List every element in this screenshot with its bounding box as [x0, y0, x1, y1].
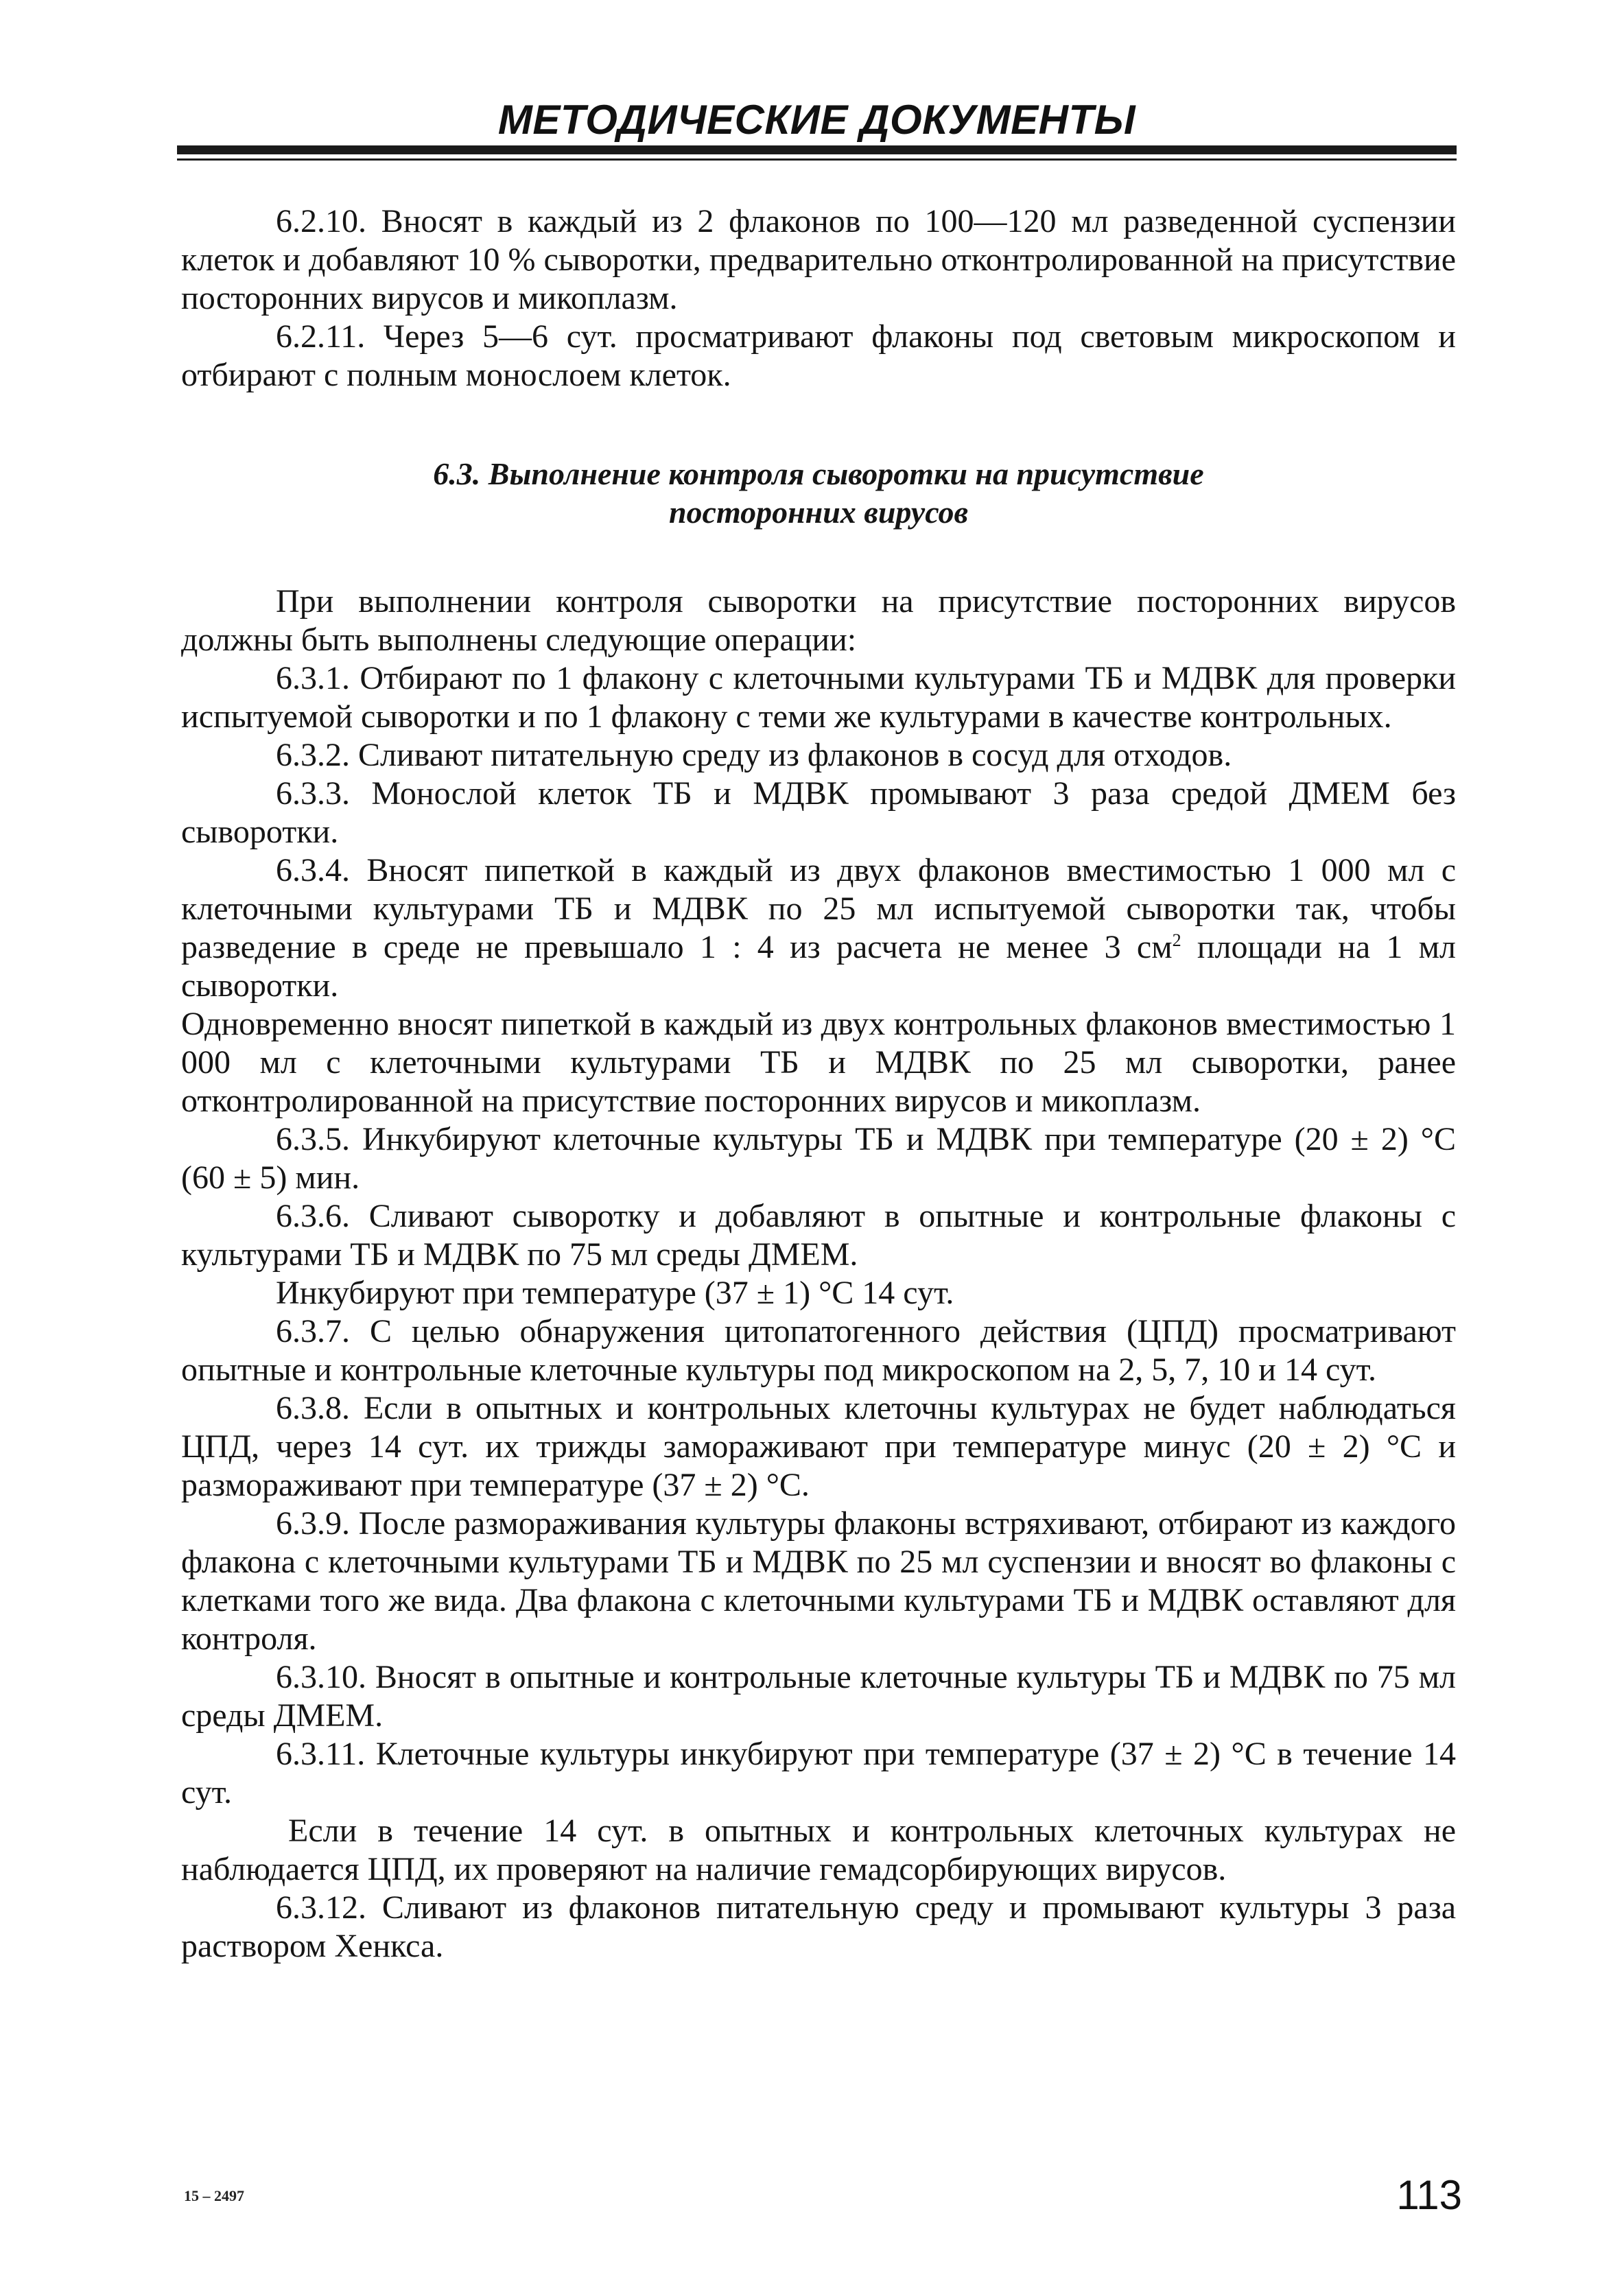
section-heading-6-3 — [181, 455, 1456, 532]
paragraph-6-3-10: 6.3.10. Вносят в опытные и контрольные клеточные культуры ТБ и МДВК по 75 мл среды ДМЕМ. — [181, 1659, 1456, 1734]
paragraph-6-3-4 — [181, 851, 1456, 1005]
running-header: МЕТОДИЧЕСКИЕ ДОКУМЕНТЫ — [497, 97, 1136, 143]
section-heading-line-2: посторонних вирусов — [668, 495, 969, 530]
paragraph-6-3-9: 6.3.9. После размораживания культуры флаконы встряхивают, отбирают из каждого флакона с клеточными культурами ТБ и МДВК по 25 мл суспензии и вносят во флаконы с клетками того же вида. Два флакона с клеточными культурами ТБ и МДВК оставляют для контроля. — [181, 1505, 1456, 1657]
superscript-2: 2 — [1172, 930, 1181, 950]
paragraph-6-3-11: 6.3.11. Клеточные культуры инкубируют при температуре (37 ± 2) °С в течение 14 сут. — [181, 1736, 1456, 1811]
paragraph-6-3-1: 6.3.1. Отбирают по 1 флакону с клеточными культурами ТБ и МДВК для проверки испытуемой сыворотки и по 1 флакону с теми же культурами в качестве контрольных. — [181, 660, 1456, 735]
paragraph-6-3-2: 6.3.2. Сливают питательную среду из флаконов в сосуд для отходов. — [276, 737, 1232, 773]
page-number: 113 — [1396, 2172, 1462, 2218]
body-text — [181, 202, 1456, 1966]
paragraph-control-flasks: Одновременно вносят пипеткой в каждый из двух контрольных флаконов вместимостью 1 000 мл с клеточными культурами ТБ и МДВК по 25 мл сыворотки, ранее отконтролированной на присутствие посторонних вирусов и микоплазм. — [181, 1006, 1456, 1119]
paragraph-no-cpe: Если в течение 14 сут. в опытных и контрольных клеточных культурах не наблюдается ЦПД, их проверяют на наличие гемадсорбирующих вирусов. — [181, 1813, 1456, 1887]
paragraph-6-3-4-part1: 6.3.4. Вносят пипеткой в каждый из двух флаконов вместимостью 1 000 мл с клеточными культурами ТБ и МДВК по 25 мл испытуемой сыворотки так, чтобы разведение в среде не превышало 1 : 4 из расчета не менее 3 см — [181, 852, 1456, 965]
paragraph-6-2-11: 6.2.11. Через 5—6 сут. просматривают флаконы под световым микроскопом и отбирают с полным монослоем клеток. — [181, 318, 1456, 393]
paragraph-6-3-12: 6.3.12. Сливают из флаконов питательную среду и промывают культуры 3 раза раствором Хенкса. — [181, 1889, 1456, 1964]
header-rule-thin — [177, 158, 1457, 161]
paragraph-incubate: Инкубируют при температуре (37 ± 1) °С 14 сут. — [276, 1275, 954, 1311]
footer-print-code: 15 – 2497 — [184, 2187, 244, 2204]
paragraph-intro: При выполнении контроля сыворотки на присутствие посторонних вирусов должны быть выполнены следующие операции: — [181, 583, 1456, 658]
paragraph-6-3-4-part2: площади на 1 мл сыворотки. — [181, 929, 1456, 1004]
header-rule-thick — [177, 145, 1457, 154]
paragraph-6-2-10: 6.2.10. Вносят в каждый из 2 флаконов по 100—120 мл разведенной суспензии клеток и добавляют 10 % сыворотки, предварительно отконтролированной на присутствие посторонних вирусов и микоплазм. — [181, 203, 1456, 316]
paragraph-6-3-6: 6.3.6. Сливают сыворотку и добавляют в опытные и контрольные флаконы с культурами ТБ и МДВК по 75 мл среды ДМЕМ. — [181, 1198, 1456, 1273]
paragraph-6-3-7: 6.3.7. С целью обнаружения цитопатогенного действия (ЦПД) просматривают опытные и контрольные клеточные культуры под микроскопом на 2, 5, 7, 10 и 14 сут. — [181, 1313, 1456, 1388]
paragraph-6-3-8: 6.3.8. Если в опытных и контрольных клеточны культурах не будет наблюдаться ЦПД, через 14 сут. их трижды замораживают при температуре минус (20 ± 2) °С и размораживают при температуре (37 ± 2) °С. — [181, 1390, 1456, 1503]
paragraph-6-3-3: 6.3.3. Монослой клеток ТБ и МДВК промывают 3 раза средой ДМЕМ без сыворотки. — [181, 775, 1456, 850]
section-heading-line-1: 6.3. Выполнение контроля сыворотки на присутствие — [433, 456, 1204, 491]
paragraph-6-3-5: 6.3.5. Инкубируют клеточные культуры ТБ и МДВК при температуре (20 ± 2) °С (60 ± 5) мин. — [181, 1121, 1456, 1196]
